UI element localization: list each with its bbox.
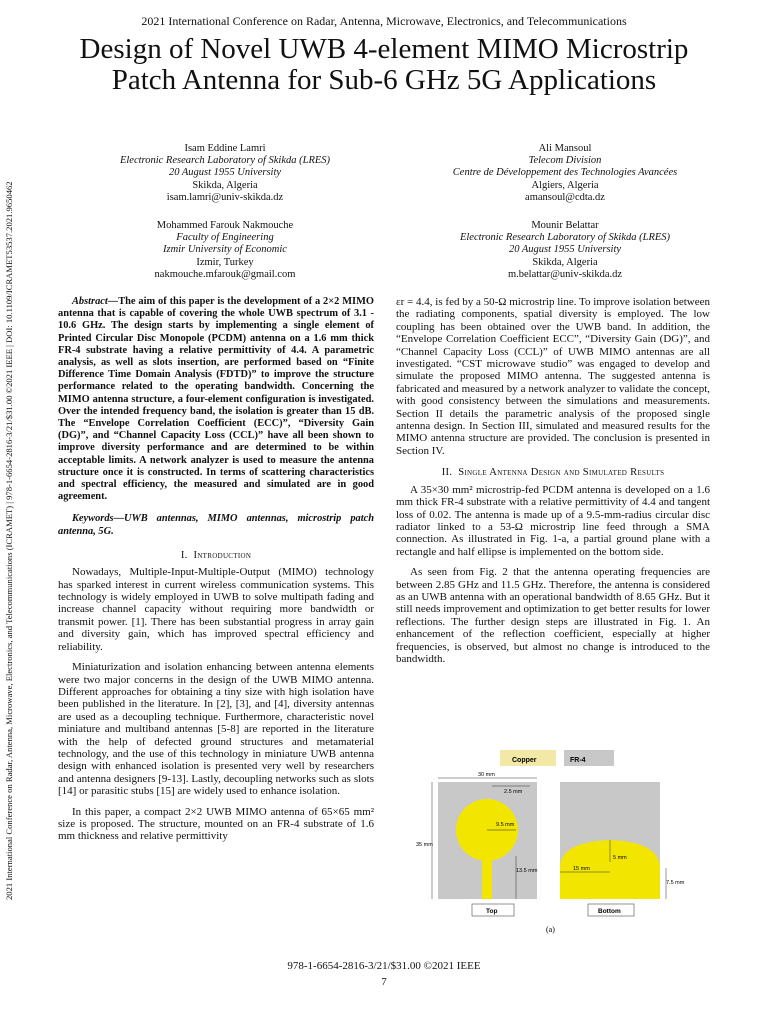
keywords-text: UWB antennas, MIMO antennas, microstrip patch antenna, 5G. <box>58 513 374 537</box>
dim-label-13-5: 13.5 mm <box>516 868 538 874</box>
author-block-1 <box>60 143 390 204</box>
author-affiliation: Centre de Développement des Technologies Avancées <box>452 167 678 179</box>
abstract-label: Abstract— <box>72 296 119 307</box>
author-email: nakmouche.mfarouk@gmail.com <box>154 268 296 280</box>
author-email: isam.lamri@univ-skikda.dz <box>166 191 284 203</box>
section-number: II. <box>441 467 453 479</box>
dim-label-9-5: 9.5 mm <box>496 822 515 828</box>
author-block-4 <box>390 220 740 281</box>
body-paragraph-3: As seen from Fig. 2 that the antenna operating frequencies are between 2.85 GHz and 11.5 GHz. Therefore, the antenna is considered as an UWB antenna with an operational bandwidth of 8.65 GHz. But it still needs improvement and optimization to get better results for lower reflections. The further design steps are illustrated in Fig. 1. An enhancement of the reflection coefficient, especially at higher frequencies, is observed, but almost no change is introduced to the bandwidth. <box>396 566 710 665</box>
section-heading-2 <box>396 467 710 479</box>
title-line-2: Patch Antenna for Sub-6 GHz 5G Applications <box>111 64 657 96</box>
keywords <box>58 513 374 537</box>
author-affiliation: Telecom Division <box>528 155 602 167</box>
author-affiliation: 20 August 1955 University <box>508 244 622 256</box>
sidebar-text: 2021 International Conference on Radar, Antenna, Microwave, Electronics, and Telecommunications (ICRAMET) | 978-1-6654-2816-3/21/$31.00 ©2021 IEEE | DOI: 10.1109/ICRAMET53537.2021.9650462 <box>4 181 14 900</box>
dim-label-5: 5 mm <box>613 855 627 861</box>
section-title: Single Antenna Design and Simulated Results <box>458 467 665 479</box>
right-column <box>396 296 710 665</box>
dim-label-35: 35 mm <box>416 842 433 848</box>
keywords-label: Keywords— <box>72 513 124 525</box>
body-paragraph-2: A 35×30 mm² microstrip-fed PCDM antenna is developed on a 1.6 mm thick FR-4 substrate with a relative permittivity of 4.4 and tangent loss of 0.02. The antenna is made up of a 9.5-mm-radius circular disc radiator linked to a 53-Ω microstrip line feed through a SMA connection. As illustrated in Fig. 1-a, a partial ground plane with a rectangle and half ellipse is implemented on the bottom side. <box>396 483 710 558</box>
author-block-2 <box>390 143 740 204</box>
legend-copper-label: Copper <box>512 757 537 764</box>
author-location: Algiers, Algeria <box>531 179 599 191</box>
author-affiliation: Electronic Research Laboratory of Skikda (LRES) <box>119 155 331 167</box>
author-location: Skikda, Algeria <box>192 179 258 191</box>
author-affiliation: Izmir University of Economic <box>163 244 287 256</box>
author-location: Izmir, Turkey <box>196 256 254 268</box>
intro-paragraph-3: In this paper, a compact 2×2 UWB MIMO antenna of 65×65 mm² size is proposed. The structure, mounted on an FR-4 substrate of 1.6 mm thickness and relative permittivity <box>58 805 374 843</box>
dim-label-7-5: 7.5 mm <box>666 880 685 886</box>
author-affiliation: Faculty of Engineering <box>176 232 274 244</box>
legend-fr4-label: FR-4 <box>570 757 586 764</box>
antenna-figure <box>416 744 690 938</box>
section-heading-1 <box>58 550 374 562</box>
author-name: Mounir Belattar <box>531 220 599 231</box>
author-name: Isam Eddine Lamri <box>184 143 266 154</box>
intro-paragraph-1: Nowadays, Multiple-Input-Multiple-Output (MIMO) technology has sparked interest in current wireless communication systems. This technology is widely employed in UWB to solve multipath fading and increase channel capacity without requiring more bandwidth or transmit power. [1]. There has been substantial progress in array gain and diversity gain, which has improved spectral efficiency and reliability. <box>58 566 374 653</box>
left-column <box>58 296 374 843</box>
author-name: Mohammed Farouk Nakmouche <box>156 220 294 231</box>
page-number: 7 <box>381 976 387 988</box>
label-top: Top <box>486 908 498 915</box>
footer-copyright: 978-1-6654-2816-3/21/$31.00 ©2021 IEEE <box>287 960 481 972</box>
title-line-1: Design of Novel UWB 4-element MIMO Microstrip <box>79 33 689 65</box>
author-affiliation: 20 August 1955 University <box>168 167 282 179</box>
section-title: Introduction <box>193 549 252 561</box>
author-email: m.belattar@univ-skikda.dz <box>507 268 623 280</box>
body-paragraph-continued: εr = 4.4, is fed by a 50-Ω microstrip line. To improve isolation between the radiating components, spatial diversity is employed. The low coupling has been obtained over the UWB band. In addition, the “Envelope Correlation Coefficient ECC”, “Diversity Gain (DG)”, and “Channel Capacity Loss (CCL)” of UWB MIMO antennas are all investigated. “CST microwave studio” was engaged to develop and simulate the proposed MIMO antenna. The suggested antenna is fabricated and measured by a network analyzer to validate the concept, with good consistency between the simulations and measurements. Section II details the parametric analysis of the proposed single antenna design. In Section III, simulated and measured results for the MIMO antenna structure are provided. The conclusion is presented in Section IV. <box>396 296 710 457</box>
author-name: Ali Mansoul <box>538 143 592 154</box>
abstract-text: The aim of this paper is the development of a 2×2 MIMO antenna that is capable of covering the whole UWB spectrum of 3.1 - 10.6 GHz. The design starts by implementing a single element of Printed Circular Disc Monopole (PCDM) antenna on a 1.6 mm thick FR-4 substrate having a relative permittivity of 4.4. A parametric analysis, as well as slots insertion, are performed based on “Finite Difference Time Domain Analysis (FDTD)” to improve the structure performance related to the operating bandwidth. Concerning the MIMO antenna structure, a four-element configuration is investigated. Over the intended frequency band, the isolation is greater than 15 dB. The “Envelope Correlation Coefficient (ECC)”, “Diversity Gain (DG)”, and “Channel Capacity Loss (CCL)” have all been shown to improve diversity performance and are determined to be within acceptable limits. A network analyzer is used to measure the antenna structure once it is constructed. In terms of scattering characteristics and spectral efficiency, the measured and simulated are in good agreement. <box>58 296 374 503</box>
author-email: amansoul@cdta.dz <box>525 191 605 203</box>
paper-title <box>20 34 748 96</box>
dim-label-30: 30 mm <box>478 772 495 778</box>
intro-paragraph-2: Miniaturization and isolation enhancing between antenna elements were two major concerns in the design of the UWB MIMO antenna. Different approaches for obtaining a tiny size with high isolation have been published in the literature. In [2], [3], and [4], diversity antennas are used as a decoupling technique. Furthermore, characteristic novel miniature and multiband antennas [5-8] are reported in the literature with the help of defected ground structures and metamaterial technology, and the use of this technology in miniature UWB antenna design with enhanced isolation is presented very well by researchers and antenna designers [9-13]. Lastly, decoupling networks such as slots [14] or parasitic stubs [15] are widely used to enhance isolation. <box>58 661 374 798</box>
abstract <box>58 296 374 503</box>
figure-caption: (a) <box>546 925 555 934</box>
dim-label-2-5: 2.5 mm <box>504 789 523 795</box>
author-affiliation: Electronic Research Laboratory of Skikda (LRES) <box>459 232 671 244</box>
author-location: Skikda, Algeria <box>532 256 598 268</box>
author-block-3 <box>60 220 390 281</box>
microstrip-feed-line <box>482 856 492 899</box>
label-bottom: Bottom <box>598 908 621 915</box>
dim-label-15: 15 mm <box>573 866 590 872</box>
section-number: I. <box>180 549 188 561</box>
conference-header: 2021 International Conference on Radar, Antenna, Microwave, Electronics, and Telecommunications <box>141 14 627 28</box>
doi-sidebar <box>4 110 20 910</box>
